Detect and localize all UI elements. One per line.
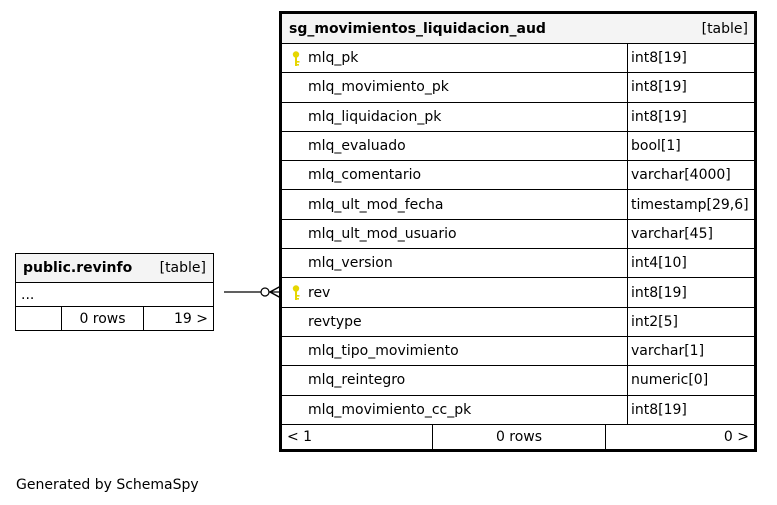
column-name	[282, 278, 628, 306]
column-row[interactable]	[282, 220, 754, 249]
revinfo-ellipsis-row	[16, 283, 213, 307]
column-row[interactable]	[282, 396, 754, 425]
column-name	[282, 44, 628, 72]
main-table[interactable]	[279, 11, 757, 452]
column-row[interactable]	[282, 249, 754, 278]
parents-link[interactable]: < 1	[282, 425, 433, 449]
revinfo-table-name[interactable]: public.revinfo	[23, 260, 133, 276]
column-name-text: mlq_movimiento_pk	[308, 79, 449, 96]
revinfo-row-count: 0 rows	[62, 307, 144, 330]
revinfo-footer-left	[16, 307, 62, 330]
column-type: bool[1]	[631, 138, 681, 155]
column-name	[282, 132, 628, 160]
column-row[interactable]	[282, 103, 754, 132]
children-link[interactable]: 0 >	[723, 428, 749, 445]
main-table-tag: [table]	[701, 20, 748, 37]
zero-or-more-circle	[261, 288, 269, 296]
column-name	[282, 190, 628, 218]
column-name	[282, 396, 628, 424]
column-type: timestamp[29,6]	[631, 196, 749, 213]
column-name	[282, 308, 628, 336]
column-name	[282, 220, 628, 248]
column-name-text: mlq_comentario	[308, 167, 422, 184]
column-row[interactable]	[282, 73, 754, 102]
column-row[interactable]	[282, 308, 754, 337]
column-name-text: rev	[308, 284, 331, 301]
revinfo-table[interactable]	[15, 253, 214, 331]
column-type: int4[10]	[631, 255, 687, 272]
column-name	[282, 249, 628, 277]
column-type: varchar[1]	[631, 343, 705, 360]
column-name-text: mlq_ult_mod_usuario	[308, 225, 457, 242]
revinfo-table-tag: [table]	[159, 260, 206, 276]
column-name-text: mlq_evaluado	[308, 138, 406, 155]
column-type: int2[5]	[631, 313, 678, 330]
column-name	[282, 103, 628, 131]
revinfo-table-header	[16, 254, 213, 283]
column-name	[282, 73, 628, 101]
key-icon	[290, 284, 302, 302]
column-row[interactable]	[282, 161, 754, 190]
column-list	[282, 44, 754, 425]
main-table-header	[282, 14, 754, 44]
column-row[interactable]	[282, 132, 754, 161]
column-row[interactable]	[282, 44, 754, 73]
column-type: varchar[45]	[631, 225, 713, 242]
column-name-text: mlq_pk	[308, 50, 359, 67]
revinfo-children-link[interactable]: 19 >	[174, 310, 208, 327]
revinfo-footer	[16, 307, 213, 330]
column-name-text: mlq_tipo_movimiento	[308, 343, 459, 360]
column-name-text: mlq_version	[308, 255, 393, 272]
main-table-footer	[282, 425, 754, 449]
key-icon	[290, 50, 302, 68]
column-row[interactable]	[282, 337, 754, 366]
column-row[interactable]	[282, 190, 754, 219]
column-name	[282, 366, 628, 394]
column-name-text: mlq_liquidacion_pk	[308, 108, 442, 125]
column-type: varchar[4000]	[631, 167, 731, 184]
column-type: int8[19]	[631, 108, 687, 125]
generated-by-credit: Generated by SchemaSpy	[16, 477, 199, 493]
column-name-text: mlq_reintegro	[308, 372, 406, 389]
column-type: int8[19]	[631, 401, 687, 418]
main-table-name[interactable]: sg_movimientos_liquidacion_aud	[289, 20, 546, 37]
main-row-count: 0 rows	[433, 425, 606, 449]
column-type: int8[19]	[631, 284, 687, 301]
column-name	[282, 161, 628, 189]
revinfo-ellipsis: ...	[21, 286, 35, 303]
column-type: numeric[0]	[631, 372, 709, 389]
column-type: int8[19]	[631, 50, 687, 67]
column-row[interactable]	[282, 366, 754, 395]
column-type: int8[19]	[631, 79, 687, 96]
column-name-text: mlq_movimiento_cc_pk	[308, 401, 472, 418]
column-name-text: mlq_ult_mod_fecha	[308, 196, 444, 213]
column-name-text: revtype	[308, 313, 362, 330]
column-row[interactable]	[282, 278, 754, 307]
column-name	[282, 337, 628, 365]
